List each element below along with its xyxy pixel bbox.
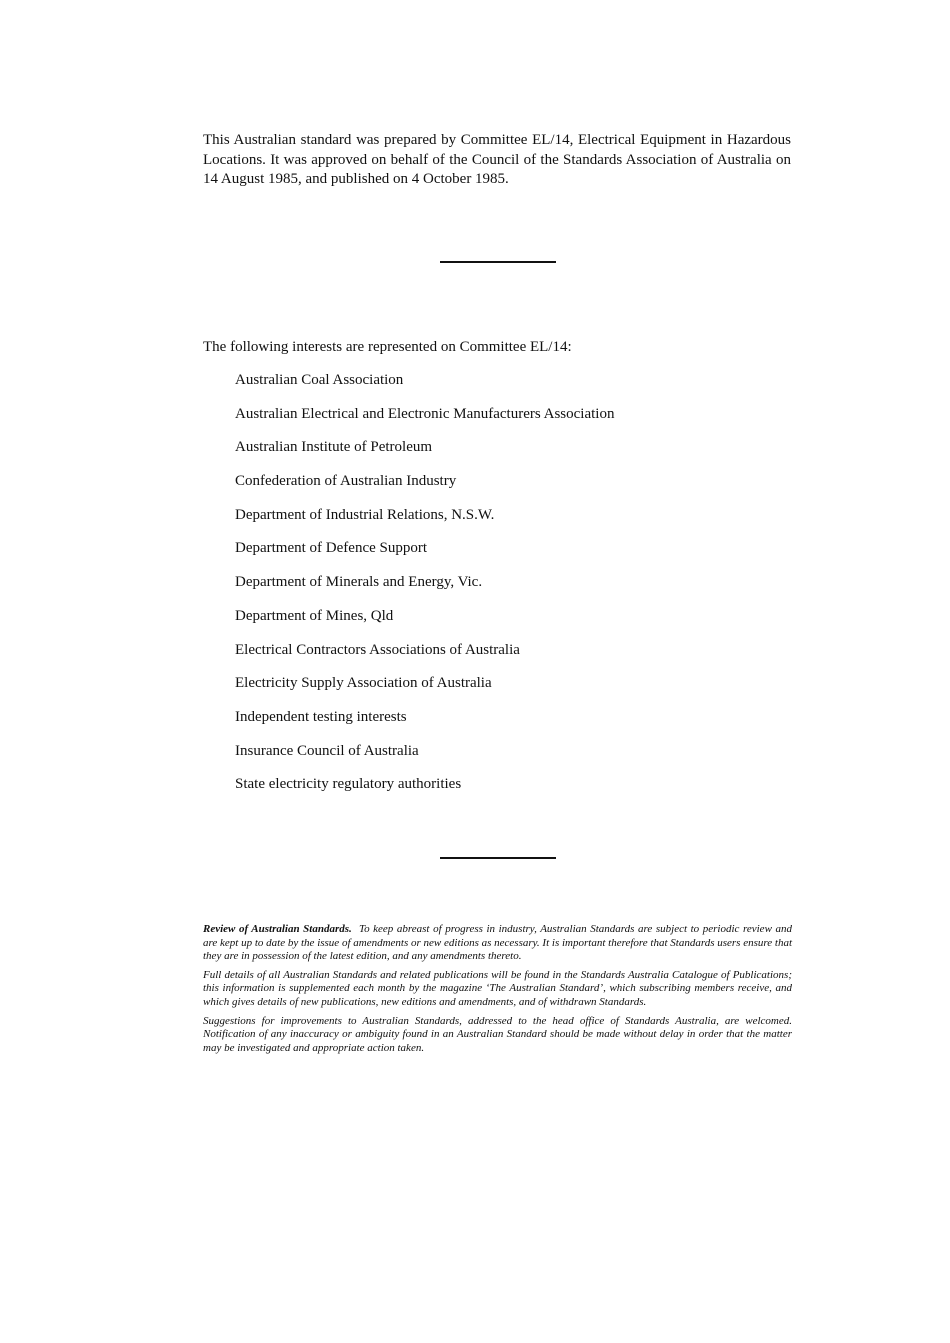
review-heading: Review of Australian Standards. <box>203 923 352 935</box>
suggestions-paragraph: Suggestions for improvements to Australian Standards, addressed to the head office of Standards Australia, are welcomed. Notification of any inaccuracy or ambiguity found in an Australian Standard should be made without delay in order that the matter may be investigated and appropriate action taken. <box>203 1014 792 1054</box>
preparation-statement: This Australian standard was prepared by Committee EL/14, Electrical Equipment in Hazardous Locations. It was approved on behalf of the Council of the Standards Association of Australia on 14 August 1985, and published on 4 October 1985. <box>203 132 791 188</box>
list-item: Electrical Contractors Associations of Australia <box>235 641 520 658</box>
list-item: Department of Defence Support <box>235 540 428 557</box>
review-notice <box>203 923 792 1060</box>
list-item: Australian Electrical and Electronic Manufacturers Association <box>235 405 615 422</box>
list-item: Independent testing interests <box>235 708 407 725</box>
catalogue-paragraph: Full details of all Australian Standards and related publications will be found in the Standards Australia Catalogue of Publications; this information is supplemented each month by the magazine ‘The Australian Standard’, which subscribing members receive, and which gives details of new publications, new editions and amendments, and of withdrawn Standards. <box>203 968 792 1008</box>
list-item: Australian Coal Association <box>235 372 404 388</box>
list-item: Department of Minerals and Energy, Vic. <box>235 574 483 591</box>
review-paragraph <box>203 923 792 964</box>
list-item: Insurance Council of Australia <box>235 742 419 759</box>
section-divider <box>440 857 556 859</box>
committee-members-list <box>235 370 795 808</box>
list-item: Department of Mines, Qld <box>235 607 394 624</box>
list-item: Confederation of Australian Industry <box>235 473 457 490</box>
list-item: State electricity regulatory authorities <box>235 776 462 793</box>
list-item: Department of Industrial Relations, N.S.W. <box>235 506 495 523</box>
review-text: To keep abreast of progress in industry, Australian Standards are subject to periodic review and are kept up to date by the issue of amendments or new editions as necessary. It is important therefore that Standards users ensure that they are in possession of the latest edition, and any amendments thereto. <box>203 923 792 963</box>
list-item: Electricity Supply Association of Australia <box>235 675 492 692</box>
section-divider <box>440 261 556 263</box>
list-item: Australian Institute of Petroleum <box>235 439 433 456</box>
committee-interests-heading: The following interests are represented on Committee EL/14: <box>203 339 572 355</box>
